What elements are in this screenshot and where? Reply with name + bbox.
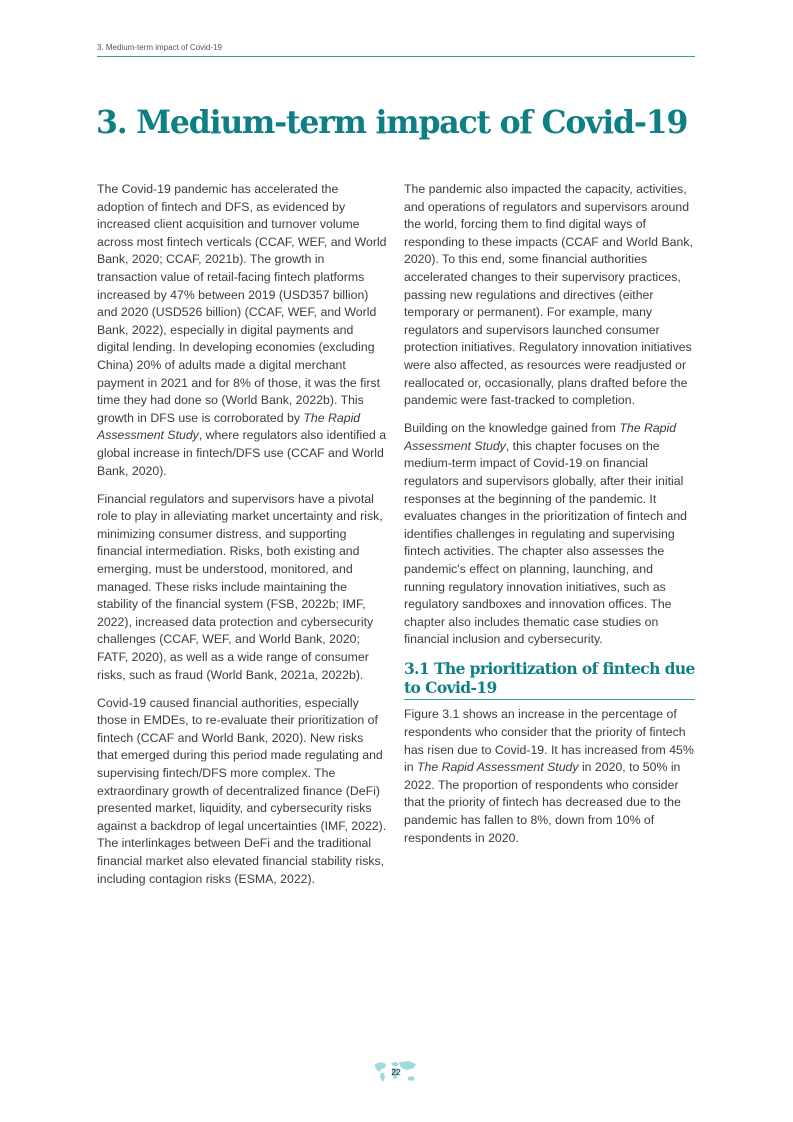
left-paragraph-2: Financial regulators and supervisors have a pivotal role to play in alleviating market uncertainty and risk, minimizing consumer distress, and supporting financial intermediation. Risks, both existing and emerging, must be understood, monitored, and managed. These risks include maintaining the stability of the financial system (FSB, 2022b; IMF, 2022), increased data protection and cybersecurity challenges (CCAF, WEF, and World Bank, 2020; FATF, 2020), as well as a wide range of consumer risks, such as fraud (World Bank, 2021a, 2022b). [97,491,383,682]
right-paragraph-2 [404,420,694,649]
left-column [97,181,387,899]
right-paragraph-3 [404,706,694,847]
right-p2-start: Building on the knowledge gained from [404,421,620,436]
right-p2-italic: The Rapid Assessment Study [404,421,677,453]
chapter-title: 3. Medium-term impact of Covid-19 [96,104,688,141]
right-p2-end: , this chapter focuses on the medium-term impact of Covid-19 on financial regulators and supervisors globally, after their initial responses at the beginning of the pandemic. It evaluates changes in the prioritization of fintech and identifies challenges in regulating and supervising fintech activities. The chapter also assesses the pandemic's effect on planning, launching, and running regulatory innovation initiatives, such as regulatory sandboxes and innovation offices. The chapter also includes thematic case studies on financial inclusion and cybersecurity. [404,438,688,647]
running-header: 3. Medium-term impact of Covid-19 [97,43,695,57]
left-paragraph-3: Covid-19 caused financial authorities, especially those in EMDEs, to re-evaluate their prioritization of fintech (CCAF and World Bank, 2020). New risks that emerged during this period made regulating and supervising fintech/DFS more complex. The extraordinary growth of decentralized finance (DeFi) presented market, liquidity, and cybersecurity risks against a backdrop of legal uncertainties (IMF, 2022). The interlinkages between DeFi and the traditional financial market also elevated financial stability risks, including contagion risks (ESMA, 2022). [97,695,387,886]
left-p1-text: The Covid-19 pandemic has accelerated the adoption of fintech and DFS, as evidenced by increased client acquisition and turnover volume across most fintech verticals (CCAF, WEF, and World Bank, 2020; CCAF, 2021b). The growth in transaction value of retail-facing fintech platforms increased by 47% between 2019 (USD357 billion) and 2020 (USD526 billion) (CCAF, WEF, and World Bank, 2022), especially in digital payments and digital lending. In developing economies (excluding China) 20% of adults made a digital merchant payment in 2021 and for 8% of those, it was the first time they had done so (World Bank, 2022b). This growth in DFS use is corroborated by [97,182,387,425]
right-p3-end: in 2020, to 50% in 2022. The proportion of respondents who consider that the priority of fintech has decreased due to the pandemic has fallen to 8%, down from 10% of respondents in 2020. [404,760,681,845]
left-p1-end: , where regulators also identified a global increase in fintech/DFS use (CCAF and World Bank, 2020). [97,428,387,478]
left-paragraph-1 [97,181,387,480]
right-column [404,181,694,858]
right-p3-italic: The Rapid Assessment Study [417,760,579,775]
page-number: 22 [391,1067,401,1077]
page-footer [372,1058,420,1088]
right-paragraph-1: The pandemic also impacted the capacity, activities, and operations of regulators and supervisors around the world, forcing them to find digital ways of responding to these impacts (CCAF and World Bank, 2020). To this end, some financial authorities accelerated changes to their supervisory practices, passing new regulations and directives (either temporary or permanent). For example, many regulators and supervisors launched consumer protection initiatives. Regulatory innovation initiatives were also affected, as resources were readjusted or reallocated or, occasionally, plans drafted before the pandemic were fast-tracked to completion. [404,182,693,408]
section-heading: 3.1 The prioritization of fintech due to Covid-19 [404,659,695,700]
right-p3-start: Figure 3.1 shows an increase in the percentage of respondents who consider that the priority of fintech has risen due to Covid-19. It has increased from 45% in [404,707,694,775]
left-p1-italic: The Rapid Assessment Study [97,410,361,443]
